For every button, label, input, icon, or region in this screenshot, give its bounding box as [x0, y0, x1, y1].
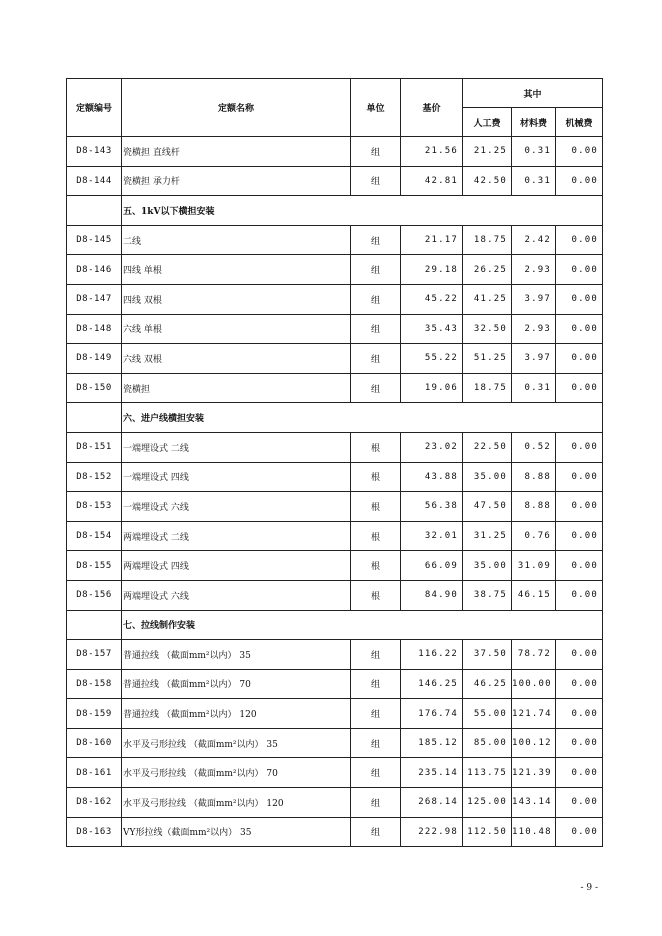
machine-cost: 0.00 — [556, 432, 603, 462]
table-row — [67, 788, 603, 818]
material-cost: 2.93 — [512, 255, 556, 285]
labor-cost: 18.75 — [463, 373, 512, 403]
base-price: 32.01 — [401, 521, 463, 551]
quota-code: D8-161 — [67, 758, 122, 788]
machine-cost: 0.00 — [556, 137, 603, 167]
machine-cost: 0.00 — [556, 788, 603, 818]
unit: 组 — [351, 758, 401, 788]
material-cost: 100.12 — [512, 728, 556, 758]
unit: 组 — [351, 255, 401, 285]
material-cost: 31.09 — [512, 551, 556, 581]
labor-cost: 31.25 — [463, 521, 512, 551]
unit: 组 — [351, 817, 401, 847]
machine-cost: 0.00 — [556, 284, 603, 314]
base-price: 66.09 — [401, 551, 463, 581]
material-cost: 8.88 — [512, 492, 556, 522]
quota-name: 四线 双根 — [122, 284, 351, 314]
table-row — [67, 521, 603, 551]
quota-name: 瓷横担 承力杆 — [122, 166, 351, 196]
base-price: 56.38 — [401, 492, 463, 522]
quota-code: D8-153 — [67, 492, 122, 522]
header-name: 定额名称 — [122, 79, 351, 137]
quota-code: D8-145 — [67, 225, 122, 255]
quota-code: D8-162 — [67, 788, 122, 818]
quota-code: D8-154 — [67, 521, 122, 551]
labor-cost: 32.50 — [463, 314, 512, 344]
labor-cost: 37.50 — [463, 640, 512, 670]
machine-cost: 0.00 — [556, 225, 603, 255]
base-price: 19.06 — [401, 373, 463, 403]
table-row — [67, 462, 603, 492]
material-cost: 110.48 — [512, 817, 556, 847]
section-code-cell — [67, 196, 122, 226]
machine-cost: 0.00 — [556, 817, 603, 847]
quota-name: 水平及弓形拉线 （截面mm²以内） 70 — [122, 758, 351, 788]
quota-code: D8-149 — [67, 344, 122, 374]
quota-name: 水平及弓形拉线 （截面mm²以内） 35 — [122, 728, 351, 758]
material-cost: 2.42 — [512, 225, 556, 255]
material-cost: 46.15 — [512, 580, 556, 610]
section-code-cell — [67, 610, 122, 640]
base-price: 146.25 — [401, 669, 463, 699]
material-cost: 0.76 — [512, 521, 556, 551]
base-price: 45.22 — [401, 284, 463, 314]
quota-code: D8-148 — [67, 314, 122, 344]
labor-cost: 113.75 — [463, 758, 512, 788]
machine-cost: 0.00 — [556, 344, 603, 374]
labor-cost: 51.25 — [463, 344, 512, 374]
header-labor: 人工费 — [463, 108, 512, 137]
quota-name: 六线 双根 — [122, 344, 351, 374]
table-row — [67, 373, 603, 403]
table-row — [67, 284, 603, 314]
unit: 组 — [351, 314, 401, 344]
table-row — [67, 551, 603, 581]
base-price: 43.88 — [401, 462, 463, 492]
quota-code: D8-152 — [67, 462, 122, 492]
header-base-price: 基价 — [401, 79, 463, 137]
quota-code: D8-143 — [67, 137, 122, 167]
quota-name: 瓷横担 直线杆 — [122, 137, 351, 167]
machine-cost: 0.00 — [556, 758, 603, 788]
quota-code: D8-160 — [67, 728, 122, 758]
unit: 根 — [351, 492, 401, 522]
labor-cost: 26.25 — [463, 255, 512, 285]
base-price: 222.98 — [401, 817, 463, 847]
table-row — [67, 699, 603, 729]
labor-cost: 47.50 — [463, 492, 512, 522]
section-row — [67, 196, 603, 226]
unit: 根 — [351, 580, 401, 610]
quota-name: 水平及弓形拉线 （截面mm²以内） 120 — [122, 788, 351, 818]
quota-name: 瓷横担 — [122, 373, 351, 403]
material-cost: 0.52 — [512, 432, 556, 462]
table-row — [67, 728, 603, 758]
table-row — [67, 344, 603, 374]
machine-cost: 0.00 — [556, 521, 603, 551]
quota-table — [66, 78, 603, 847]
labor-cost: 55.00 — [463, 699, 512, 729]
quota-name: 一端埋设式 二线 — [122, 432, 351, 462]
material-cost: 2.93 — [512, 314, 556, 344]
machine-cost: 0.00 — [556, 580, 603, 610]
section-code-cell — [67, 403, 122, 433]
quota-name: 四线 单根 — [122, 255, 351, 285]
material-cost: 0.31 — [512, 166, 556, 196]
page-number: - 9 - — [580, 883, 598, 893]
base-price: 21.17 — [401, 225, 463, 255]
labor-cost: 21.25 — [463, 137, 512, 167]
quota-code: D8-155 — [67, 551, 122, 581]
quota-code: D8-146 — [67, 255, 122, 285]
base-price: 185.12 — [401, 728, 463, 758]
quota-code: D8-150 — [67, 373, 122, 403]
quota-code: D8-144 — [67, 166, 122, 196]
labor-cost: 41.25 — [463, 284, 512, 314]
unit: 根 — [351, 521, 401, 551]
table-row — [67, 758, 603, 788]
base-price: 29.18 — [401, 255, 463, 285]
quota-code: D8-157 — [67, 640, 122, 670]
section-row — [67, 610, 603, 640]
machine-cost: 0.00 — [556, 255, 603, 285]
base-price: 176.74 — [401, 699, 463, 729]
material-cost: 121.74 — [512, 699, 556, 729]
header-machine: 机械费 — [556, 108, 603, 137]
header-code: 定额编号 — [67, 79, 122, 137]
material-cost: 100.00 — [512, 669, 556, 699]
quota-code: D8-151 — [67, 432, 122, 462]
machine-cost: 0.00 — [556, 640, 603, 670]
labor-cost: 35.00 — [463, 551, 512, 581]
table-row — [67, 580, 603, 610]
header-of-which: 其中 — [463, 79, 603, 108]
labor-cost: 22.50 — [463, 432, 512, 462]
machine-cost: 0.00 — [556, 314, 603, 344]
table-row — [67, 817, 603, 847]
material-cost: 0.31 — [512, 373, 556, 403]
machine-cost: 0.00 — [556, 669, 603, 699]
material-cost: 143.14 — [512, 788, 556, 818]
unit: 组 — [351, 699, 401, 729]
quota-name: VY形拉线（截面mm²以内） 35 — [122, 817, 351, 847]
unit: 组 — [351, 669, 401, 699]
material-cost: 78.72 — [512, 640, 556, 670]
unit: 根 — [351, 551, 401, 581]
material-cost: 3.97 — [512, 284, 556, 314]
base-price: 268.14 — [401, 788, 463, 818]
unit: 组 — [351, 728, 401, 758]
unit: 组 — [351, 166, 401, 196]
quota-name: 两端埋设式 四线 — [122, 551, 351, 581]
quota-name: 两端埋设式 二线 — [122, 521, 351, 551]
labor-cost: 38.75 — [463, 580, 512, 610]
machine-cost: 0.00 — [556, 166, 603, 196]
quota-code: D8-147 — [67, 284, 122, 314]
table-row — [67, 432, 603, 462]
table-row — [67, 669, 603, 699]
quota-name: 一端埋设式 四线 — [122, 462, 351, 492]
base-price: 42.81 — [401, 166, 463, 196]
unit: 组 — [351, 373, 401, 403]
table-row — [67, 492, 603, 522]
quota-name: 普通拉线 （截面mm²以内） 120 — [122, 699, 351, 729]
unit: 组 — [351, 137, 401, 167]
table-row — [67, 166, 603, 196]
material-cost: 121.39 — [512, 758, 556, 788]
base-price: 84.90 — [401, 580, 463, 610]
table-row — [67, 225, 603, 255]
quota-code: D8-163 — [67, 817, 122, 847]
quota-name: 两端埋设式 六线 — [122, 580, 351, 610]
labor-cost: 112.50 — [463, 817, 512, 847]
labor-cost: 46.25 — [463, 669, 512, 699]
material-cost: 0.31 — [512, 137, 556, 167]
unit: 根 — [351, 462, 401, 492]
table-body — [67, 137, 603, 847]
material-cost: 8.88 — [512, 462, 556, 492]
base-price: 23.02 — [401, 432, 463, 462]
labor-cost: 125.00 — [463, 788, 512, 818]
material-cost: 3.97 — [512, 344, 556, 374]
base-price: 55.22 — [401, 344, 463, 374]
base-price: 21.56 — [401, 137, 463, 167]
labor-cost: 85.00 — [463, 728, 512, 758]
table-row — [67, 640, 603, 670]
header-material: 材料费 — [512, 108, 556, 137]
unit: 组 — [351, 788, 401, 818]
machine-cost: 0.00 — [556, 551, 603, 581]
quota-code: D8-156 — [67, 580, 122, 610]
machine-cost: 0.00 — [556, 728, 603, 758]
table-row — [67, 314, 603, 344]
labor-cost: 18.75 — [463, 225, 512, 255]
unit: 组 — [351, 225, 401, 255]
machine-cost: 0.00 — [556, 462, 603, 492]
section-title: 七、拉线制作安装 — [122, 610, 603, 640]
labor-cost: 35.00 — [463, 462, 512, 492]
section-row — [67, 403, 603, 433]
header-unit: 单位 — [351, 79, 401, 137]
unit: 组 — [351, 344, 401, 374]
quota-name: 六线 单根 — [122, 314, 351, 344]
table-row — [67, 137, 603, 167]
unit: 组 — [351, 640, 401, 670]
quota-code: D8-158 — [67, 669, 122, 699]
base-price: 235.14 — [401, 758, 463, 788]
section-title: 六、进户线横担安装 — [122, 403, 603, 433]
machine-cost: 0.00 — [556, 699, 603, 729]
table-row — [67, 255, 603, 285]
quota-name: 普通拉线 （截面mm²以内） 70 — [122, 669, 351, 699]
base-price: 116.22 — [401, 640, 463, 670]
machine-cost: 0.00 — [556, 373, 603, 403]
quota-code: D8-159 — [67, 699, 122, 729]
quota-name: 一端埋设式 六线 — [122, 492, 351, 522]
quota-name: 二线 — [122, 225, 351, 255]
quota-name: 普通拉线 （截面mm²以内） 35 — [122, 640, 351, 670]
machine-cost: 0.00 — [556, 492, 603, 522]
section-title: 五、1kV以下横担安装 — [122, 196, 603, 226]
labor-cost: 42.50 — [463, 166, 512, 196]
unit: 根 — [351, 432, 401, 462]
unit: 组 — [351, 284, 401, 314]
base-price: 35.43 — [401, 314, 463, 344]
